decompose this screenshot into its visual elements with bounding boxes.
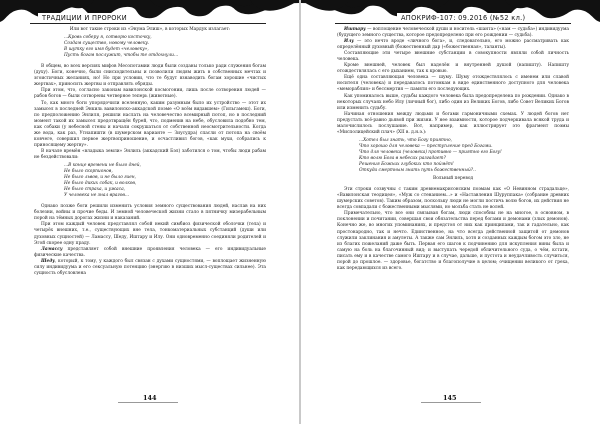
paragraph: Кроме внешней, человек был наделён и внутренней душой (напишту). Напишту отождествлялась с его дыханием, так к кровью. — [337, 63, 569, 75]
paragraph: Начиная отношения между людьми и богами гармоничными схемах. У людей богов нет предустать всё-равно дьявой при жизни. У нее взаимности, которое подчеркивала всякой труда и малочислилось послушание. Вот, например, как иллюстрирует это фрагмент поэмы «Мисполицейский плач» (XII в. д.н.э.): — [337, 111, 569, 135]
term: Илу — [344, 39, 354, 45]
right-body-text — [337, 27, 569, 272]
paragraph: При этом, что, согласно законам вавилонской космогонии, лишь после сотворения людей — рабов богов — были сотворены четверное теперь (животные). — [34, 88, 266, 100]
paragraph: Шеду, который, к тому, у каждого был связан с духами сущностями, — воплощает жизненную силу индивидуума и его сексуальную потенцию (энергию в низших мысл-существах сильнее). Эта сущность обусловлена — [34, 258, 266, 276]
verse-line: В шутку его имя будет «человеку», — [64, 47, 149, 53]
page-number: 145 — [443, 394, 457, 402]
term: Шеду — [41, 258, 55, 264]
paragraph: В общем, во всех версиях мифов Месопотамии люди были созданы только ради служения богам (духу). Боги, конечно, были снисходительны и позволили людям жить в собственных мечтах и эгоистичных желаниях, но! Но при условии, что те будут взнаводить богам хорошие «чистых жертвах», приносить жертвы и отправлять обряды. — [34, 64, 266, 88]
verse-line: Откуда смертным знать путь божественный?.. — [359, 168, 476, 174]
paragraph: Ещё одна составляющая человека — шуму. Шуму отождествлялось с именем или славой носителя (человека) и передавалось потомкам в виде единственного доступного для человека «мемораблия» и бессмертия — памяти его последующих. — [337, 75, 569, 93]
paragraph: Составляющие эти четыре внешние субстанции в совокупности являли собой личность человека. — [337, 51, 569, 63]
paragraph: В начале времён «владыка земли» Энлиль (аккадский Бэл) заботился о том, чтобы люди рабам не бездействовали: — [34, 148, 266, 160]
verse-attribution: Вольный перевод — [433, 176, 474, 182]
paragraph: То, как много боги упорядочили вселенную, каким разумным было их устройство — этот их замысел в последней Энкиль вавилонско-аккадской поэме «О всём видавшем» (Гильгамеш). Боги, по предположению Энлиля, решили наслать на человечество всемирный потоп, но в последний момент такой их замысел предотвращён бурей, что, подменив на небе, обусловила подобно тем, как собаки (у небесной стены и начали сокрушаться от собственной неосмотрительности. Когда же вода, как раз, Утнапишти (в шумерском варианте — Зиусудра) спасли от потопа на своём ковчеге, совершил первое жертвоприношение, и осчастливил богов, «как мухи, собрались к приносящему жертву». — [34, 100, 266, 148]
term: Иштару — [344, 27, 366, 32]
right-page — [301, 0, 600, 424]
verse-line: Пусть богам послужит, чтобы те отдохнули... — [64, 53, 179, 59]
paragraph-text: который, к тому, у каждого был связан с духами сущностями, — воплощает жизненную силу индивидуума и его сексуальную потенцию (энергию в низших мысл-существах сильнее). Эта сущность обусловлена — [34, 258, 266, 276]
running-head: ТРАДИЦИИ И ПРОРОКИ — [38, 13, 131, 23]
footer-rule — [421, 402, 481, 403]
paragraph: Примечательно, что все они связывая богам, люди способны не на многое, в основном, в поклонении и почитании, совершая свои обязательства перед богами и демонами (злых демонов). Конечно же, во многих упоминаниях, и предстоя от них как принципами, так и гадательно, как простонародно, так и нечто. Единственное, на что всегда действенной защитой от демонов служили заклинания и амулеты. А также сам Энлиль, хотя и созданных каждым богом это зло, не из благих пожеланий даже быть. Первая его шагов к подчинению для искупления вины была и самую на боль на благочинный вид; и выступать чередой обличительного суда, о чём, кстати, писать ему и в качестве самого Иштару и в случае, дальше, и пустота и неудачливость случиться, порой до прошлое. — здоровье, богатство и благополучие в целом; очищении великого от греха, как передающихся из всего. — [337, 211, 569, 271]
verse-line: Создам существо, новому человеку. — [64, 41, 150, 47]
verse-line: ...Хотел был знать, что Богу приятно, — [359, 137, 453, 143]
verse-block — [64, 163, 266, 199]
paragraph-text: — это нечто вроде «личного бога», и, следовательно, его можно рассматривать как определённый духовный (божественный дар («божественная», таланты). — [337, 39, 569, 51]
paragraph: Или вот такие строки из «Энума Элиш», в которых Мардук излагает: — [69, 27, 231, 32]
verse-line: Не было скорпионов, — [64, 169, 113, 175]
verse-line: Не было диких собак, и волков, — [64, 181, 137, 187]
running-head: АПОКРИФ-107: 09.2016 (№52 кл.) — [397, 13, 529, 23]
paragraph: Однако позже боги решили изменить условия земного существования людей, наслав на них болезни, войны и прочие беды. И земной человеческой жизни стало в пятничку мизерабельным порой на тёмных дорогах жизни и наказаний. — [34, 204, 266, 222]
left-body-text — [34, 27, 266, 277]
verse-line: Не было львов, и не было гиен, — [64, 175, 137, 181]
verse-line: У человека не знал врагов... — [64, 193, 129, 199]
verse-line: ...В конце времени не было дней, — [64, 162, 141, 168]
paragraph: При этом каждый человек представлял собой некий симбиоз физической оболочки (тела) и четырёх внешних, т.е., существующих вне тела, тонкоматериальных субстанций (души или духовных сущностей) — Ламассу, Шеду, Иштару и Илу. Они одновременно соединяли родителей и Эгой скорее одну праду. — [34, 222, 266, 246]
footer-rule — [118, 402, 178, 403]
left-page — [0, 0, 299, 424]
paragraph-text: представляет собой внешние проявления человека — его индивидуальные физические качества. — [34, 246, 267, 258]
paragraph-text: — воплощение человеческой души и носитель «шанта» («нам — судьба») индивидуума (будущего земного существа, которое предопределено при его рождении — судьба). — [337, 27, 569, 39]
verse-line: Кто волю Бога в небесах разгадает? — [359, 155, 446, 161]
verse-line: Что для человека (человека) противно — приятно его Богу! — [359, 149, 502, 155]
paragraph — [337, 27, 569, 39]
verse-line: Не было страха, и ужаса, — [64, 187, 126, 193]
paragraph: Эти строки созвучны с таким древнемакрисонским поэмам как «О Невинном страдальце», «Вавилонская теодицея», «Муж со стенанием...» и «Наставления Шуруппака» (собрание древних шумерских советов). Таким образом, поскольку люди не могли постичь волю богов, их действия не всегда совпадали с божественными мыслями, но мольба стать не волей. — [337, 187, 569, 211]
paragraph: Как упоминалось выше, судьбы каждого человека была предопределена по рождении. Однако в некоторых случаях небо Илу (личный бог), либо один из Великих Богов, либо Совет Великих Богов или изменить судьбу. — [337, 93, 569, 111]
verse-line: ...Кровь соберу я, сотворю косточку, — [64, 35, 152, 41]
verse-block — [359, 138, 569, 174]
verse-line: Решения Божьих глубоких кто поймёт! — [359, 162, 454, 168]
header-rule — [335, 23, 571, 24]
paragraph — [337, 39, 569, 51]
header-rule — [30, 23, 266, 24]
verse-block — [64, 35, 266, 59]
verse-line: Что хорошо для человека — преступление пред Богами. — [359, 143, 493, 149]
page-number: 144 — [143, 394, 157, 402]
term: Ламассу — [41, 246, 63, 252]
paragraph — [34, 247, 266, 259]
